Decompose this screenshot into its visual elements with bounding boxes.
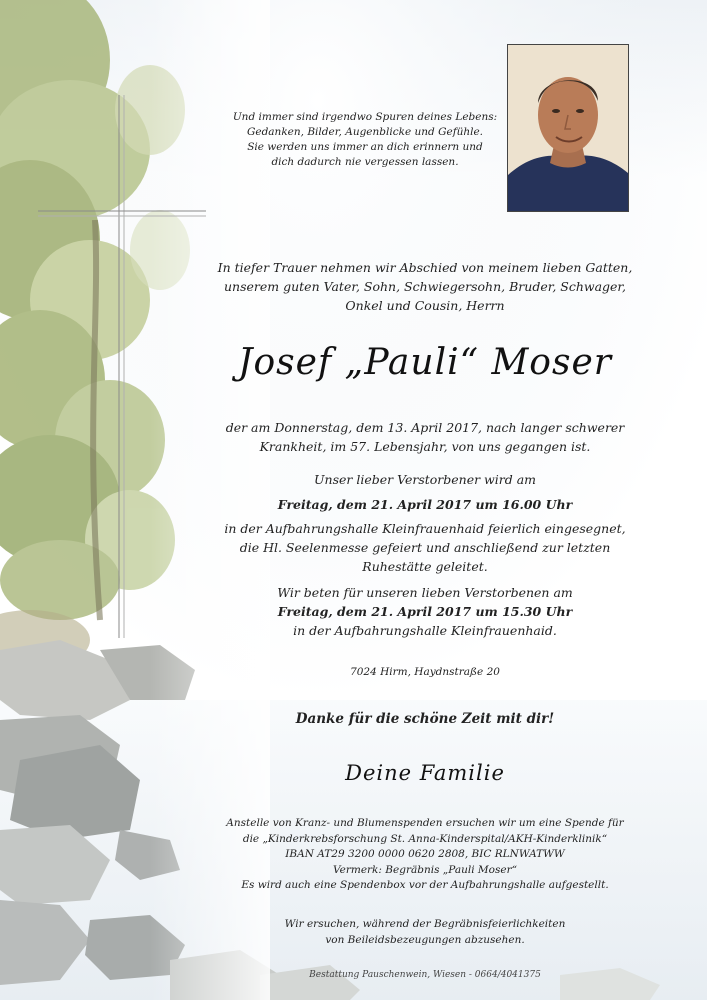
donation-line: die „Kinderkrebsforschung St. Anna-Kinderspital/AKH-Kinderklinik“ [242,832,608,845]
prayer-location: in der Aufbahrungshalle Kleinfrauenhaid. [293,623,557,638]
intro-line: Onkel und Cousin, Herrn [345,298,505,313]
funeral-date: Freitag, dem 21. April 2017 um 16.00 Uhr [277,497,573,512]
intro-line: In tiefer Trauer nehmen wir Abschied von meinem lieben Gatten, [217,260,633,275]
portrait-photo [507,44,629,212]
family-signature: Deine Familie [345,761,505,785]
blessing-line: in der Aufbahrungshalle Kleinfrauenhaid feierlich eingesegnet, [224,521,626,536]
funeral-intro: Unser lieber Verstorbener wird am [313,472,537,487]
death-line: Krankheit, im 57. Lebensjahr, von uns gegangen ist. [259,439,591,454]
poem-line: Und immer sind irgendwo Spuren deines Lebens: [232,111,498,123]
prayer-date: Freitag, dem 21. April 2017 um 15.30 Uhr [277,604,573,619]
donation-line: Vermerk: Begräbnis „Pauli Moser“ [333,863,517,876]
poem-line: dich dadurch nie vergessen lassen. [271,156,459,168]
undertaker-footer: Bestattung Pauschenwein, Wiesen - 0664/4041375 [309,970,541,980]
thanks-line: Danke für die schöne Zeit mit dir! [295,711,555,727]
death-notice [170,418,680,456]
request-line: von Beileidsbezeugungen abzusehen. [325,933,525,946]
donation-line: IBAN AT29 3200 0000 0620 2808, BIC RLNWATWW [285,848,565,860]
request-line: Wir ersuchen, während der Begräbnisfeierlichkeiten [284,918,566,930]
intro-line: unserem guten Vater, Sohn, Schwiegersohn, Bruder, Schwager, [223,279,627,294]
family-address: 7024 Hirm, Haydnstraße 20 [350,666,500,678]
poem-line: Gedanken, Bilder, Augenblicke und Gefühle. [246,126,484,138]
condolence-request [170,917,680,948]
donation-line: Es wird auch eine Spendenbox vor der Aufbahrungshalle aufgestellt. [241,879,609,891]
poem [220,110,510,170]
blessing-text [170,519,680,576]
deceased-name: Josef „Pauli“ Moser [238,342,612,383]
blessing-line: Ruhestätte geleitet. [362,559,488,574]
prayer-intro: Wir beten für unseren lieben Verstorbenen am [277,585,573,600]
intro-text [185,258,665,315]
donation-line: Anstelle von Kranz- und Blumenspenden ersuchen wir um eine Spende für [226,817,624,829]
death-line: der am Donnerstag, dem 13. April 2017, nach langer schwerer [225,420,625,435]
poem-line: Sie werden uns immer an dich erinnern und [247,141,483,153]
donation-notice [170,816,680,894]
blessing-line: die Hl. Seelenmesse gefeiert und anschließend zur letzten [239,540,611,555]
